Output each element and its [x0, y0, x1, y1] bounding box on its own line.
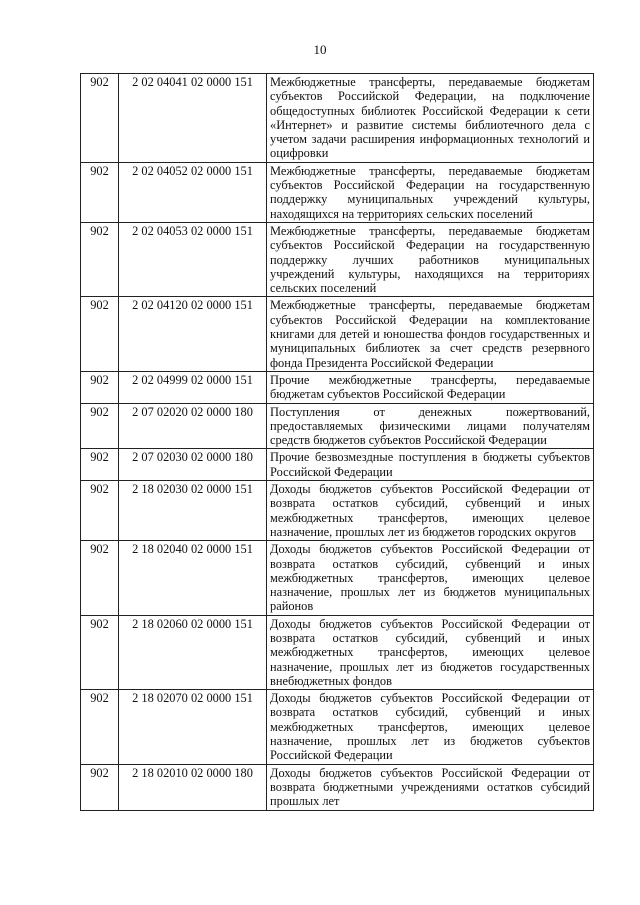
income-name-cell: Межбюджетные трансферты, передаваемые бюджетам субъектов Российской Федерации, на подключение общедоступных библиотек Российской Федерации к сети «Интернет» и развитие системы библиотечного дела с учетом задачи расширения информационных технологий и оцифровки: [267, 74, 594, 163]
budget-code-cell: 2 02 04052 02 0000 151: [119, 162, 267, 222]
budget-code-cell: 2 18 02010 02 0000 180: [119, 764, 267, 810]
admin-code-cell: 902: [81, 403, 119, 449]
budget-code-cell: 2 02 04041 02 0000 151: [119, 74, 267, 163]
budget-code-cell: 2 02 04999 02 0000 151: [119, 371, 267, 403]
admin-code-cell: 902: [81, 222, 119, 296]
table-row: [81, 162, 594, 222]
admin-code-cell: 902: [81, 615, 119, 689]
admin-code-cell: 902: [81, 481, 119, 541]
admin-code-cell: 902: [81, 764, 119, 810]
table-row: [81, 690, 594, 764]
budget-code-cell: 2 07 02030 02 0000 180: [119, 449, 267, 481]
income-name-cell: Межбюджетные трансферты, передаваемые бюджетам субъектов Российской Федерации на государственную поддержку муниципальных учреждений культуры, находящихся на территориях сельских поселений: [267, 162, 594, 222]
income-name-cell: Межбюджетные трансферты, передаваемые бюджетам субъектов Российской Федерации на комплектование книгами для детей и юношества фондов государственных и муниципальных библиотек за счет средств резервного фонда Президента Российской Федерации: [267, 297, 594, 371]
admin-code-cell: 902: [81, 297, 119, 371]
table-row: [81, 74, 594, 163]
income-name-cell: Прочие безвозмездные поступления в бюджеты субъектов Российской Федерации: [267, 449, 594, 481]
admin-code-cell: 902: [81, 690, 119, 764]
income-name-cell: Доходы бюджетов субъектов Российской Федерации от возврата остатков субсидий, субвенций и иных межбюджетных трансфертов, имеющих целевое назначение, прошлых лет из бюджетов государственных внебюджетных фондов: [267, 615, 594, 689]
table-row: [81, 449, 594, 481]
income-name-cell: Доходы бюджетов субъектов Российской Федерации от возврата бюджетными учреждениями остатков субсидий прошлых лет: [267, 764, 594, 810]
budget-code-cell: 2 02 04120 02 0000 151: [119, 297, 267, 371]
table-row: [81, 481, 594, 541]
income-name-cell: Доходы бюджетов субъектов Российской Федерации от возврата остатков субсидий, субвенций и иных межбюджетных трансфертов, имеющих целевое назначение, прошлых лет из бюджетов городских округов: [267, 481, 594, 541]
budget-code-cell: 2 18 02060 02 0000 151: [119, 615, 267, 689]
table-row: [81, 371, 594, 403]
table-row: [81, 222, 594, 296]
admin-code-cell: 902: [81, 162, 119, 222]
income-name-cell: Доходы бюджетов субъектов Российской Федерации от возврата остатков субсидий, субвенций и иных межбюджетных трансфертов, имеющих целевое назначение, прошлых лет из бюджетов муниципальных районов: [267, 541, 594, 615]
income-codes-table: [80, 73, 594, 811]
income-name-cell: Прочие межбюджетные трансферты, передаваемые бюджетам субъектов Российской Федерации: [267, 371, 594, 403]
table-row: [81, 615, 594, 689]
income-name-cell: Поступления от денежных пожертвований, предоставляемых физическими лицами получателям средств бюджетов субъектов Российской Федерации: [267, 403, 594, 449]
table-row: [81, 403, 594, 449]
budget-code-cell: 2 18 02040 02 0000 151: [119, 541, 267, 615]
page-number: 10: [313, 42, 327, 57]
admin-code-cell: 902: [81, 449, 119, 481]
income-name-cell: Межбюджетные трансферты, передаваемые бюджетам субъектов Российской Федерации на государственную поддержку лучших работников муниципальных учреждений культуры, находящихся на территориях сельских поселений: [267, 222, 594, 296]
table-row: [81, 764, 594, 810]
budget-code-cell: 2 18 02070 02 0000 151: [119, 690, 267, 764]
admin-code-cell: 902: [81, 371, 119, 403]
budget-code-cell: 2 18 02030 02 0000 151: [119, 481, 267, 541]
budget-code-cell: 2 02 04053 02 0000 151: [119, 222, 267, 296]
table-row: [81, 541, 594, 615]
admin-code-cell: 902: [81, 74, 119, 163]
budget-code-cell: 2 07 02020 02 0000 180: [119, 403, 267, 449]
table-row: [81, 297, 594, 371]
admin-code-cell: 902: [81, 541, 119, 615]
income-name-cell: Доходы бюджетов субъектов Российской Федерации от возврата остатков субсидий, субвенций и иных межбюджетных трансфертов, имеющих целевое назначение, прошлых лет из бюджетов субъектов Российской Федерации: [267, 690, 594, 764]
